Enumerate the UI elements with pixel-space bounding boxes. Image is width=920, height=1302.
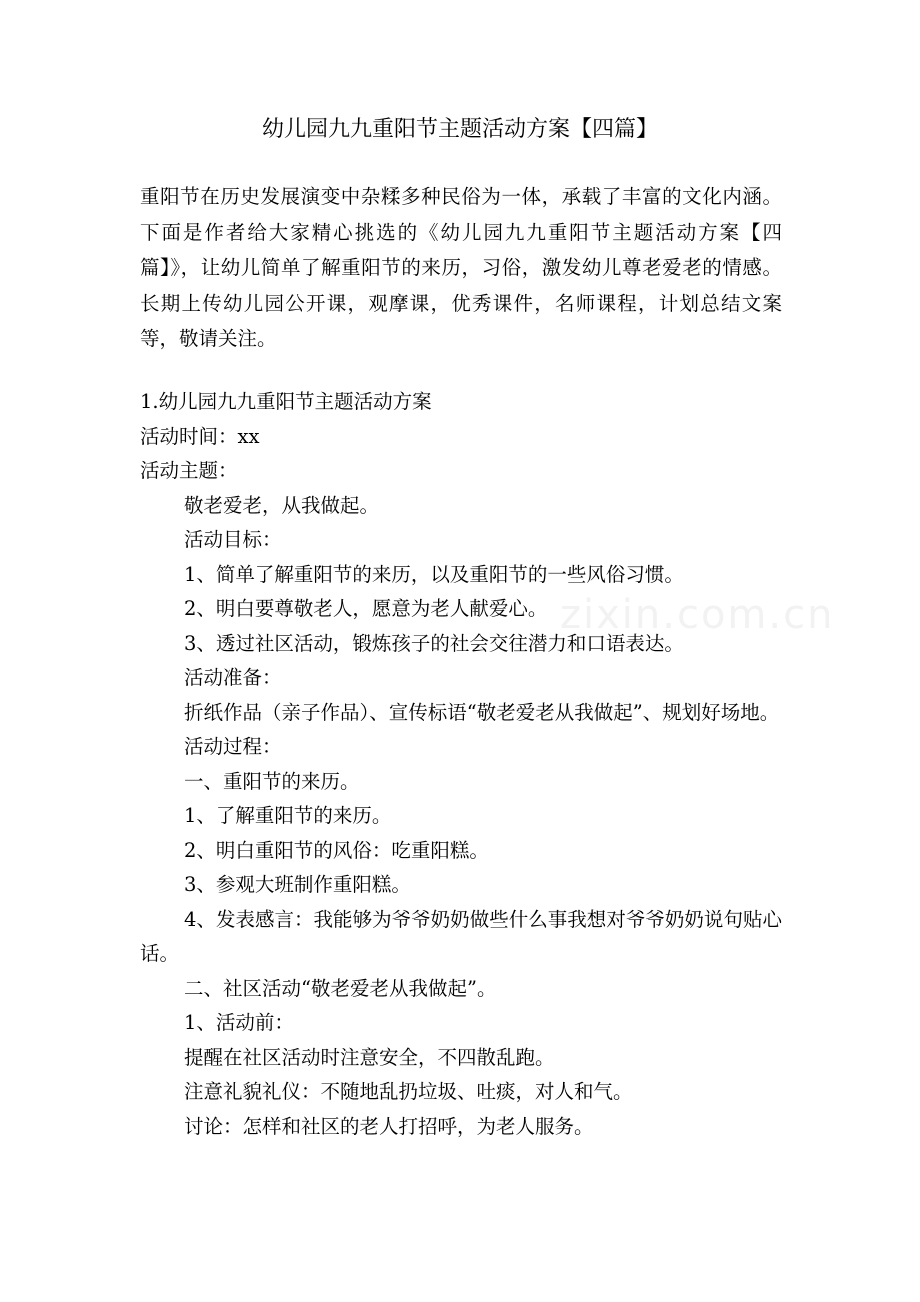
part1-item: 1、了解重阳节的来历。 — [184, 804, 392, 827]
part1-item: 2、明白重阳节的风俗：吃重阳糕。 — [184, 838, 489, 862]
document-body — [140, 385, 782, 1144]
intro-paragraph: 重阳节在历史发展演变中杂糅多种民俗为一体，承载了丰富的文化内涵。下面是作者给大家精心挑选的《幼儿园九九重阳节主题活动方案【四篇】》，让幼儿简单了解重阳节的来历，习俗，激发幼儿尊老爱老的情感。长期上传幼儿园公开课，观摩课，优秀课件，名师课程，计划总结文案等，敬请关注。 — [140, 185, 782, 350]
process-label: 活动过程： — [184, 735, 282, 758]
page-title: 幼儿园九九重阳节主题活动方案【四篇】 — [261, 117, 658, 142]
section-heading: 1.幼儿园九九重阳节主题活动方案 — [140, 390, 432, 413]
watermark: zixin.com.cn — [560, 592, 835, 638]
activity-time: 活动时间：xx — [140, 424, 260, 448]
part2-heading: 二、社区活动“敬老爱老从我做起”。 — [184, 976, 497, 1000]
goals-label: 活动目标： — [184, 528, 282, 551]
activity-theme: 敬老爱老，从我做起。 — [184, 493, 380, 517]
prep-label: 活动准备： — [184, 666, 282, 689]
goal-item: 2、明白要尊敬老人，愿意为老人献爱心。 — [184, 597, 548, 620]
part2-before-label: 1、活动前： — [184, 1011, 294, 1034]
goal-item: 3、透过社区活动，锻炼孩子的社会交往潜力和口语表达。 — [184, 631, 684, 655]
activity-theme-label: 活动主题： — [140, 459, 238, 482]
part1-item: 4、发表感言：我能够为爷爷奶奶做些什么事我想对爷爷奶奶说句贴心话。 — [140, 907, 782, 965]
part1-heading: 一、重阳节的来历。 — [184, 769, 360, 793]
prep-text: 折纸作品（亲子作品）、宣传标语“敬老爱老从我做起”、规划好场地。 — [184, 700, 780, 724]
part2-before-item: 讨论：怎样和社区的老人打招呼，为老人服务。 — [184, 1114, 594, 1138]
part2-before-item: 注意礼貌礼仪：不随地乱扔垃圾、吐痰，对人和气。 — [184, 1080, 633, 1103]
goal-item: 1、简单了解重阳节的来历，以及重阳节的一些风俗习惯。 — [184, 562, 684, 586]
part1-item: 3、参观大班制作重阳糕。 — [184, 873, 411, 896]
part2-before-item: 提醒在社区活动时注意安全，不四散乱跑。 — [184, 1045, 555, 1069]
